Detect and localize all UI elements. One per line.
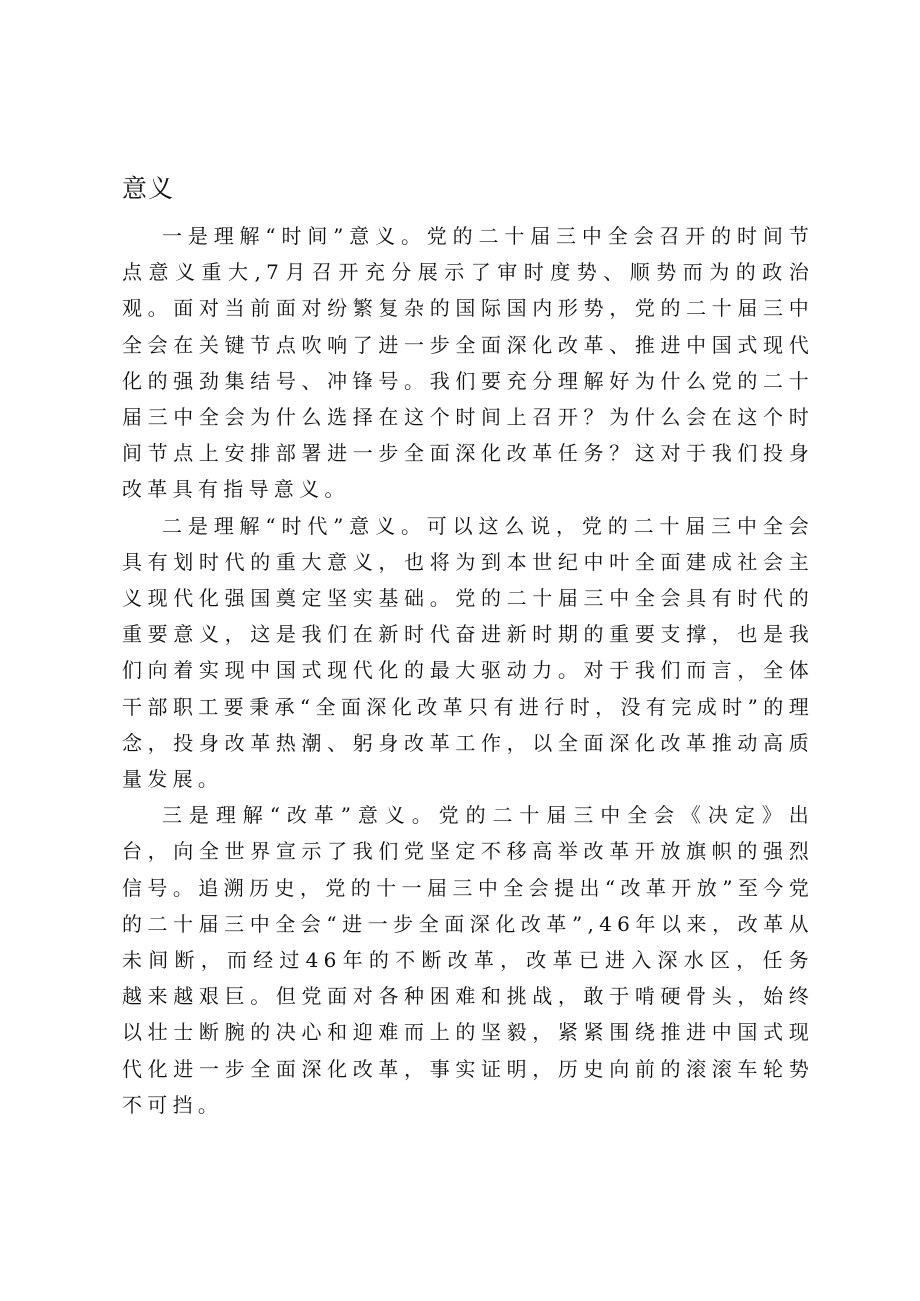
paragraph-time: 一是理解“时间”意义。党的二十届三中全会召开的时间节点意义重大,7月召开充分展示了审时度势、顺势而为的政治观。面对当前面对纷繁复杂的国际国内形势，党的二十届三中全会在关键节点吹响了进一步全面深化改革、推进中国式现代化的强劲集结号、冲锋号。我们要充分理解好为什么党的二十届三中全会为什么选择在这个时间上召开？为什么会在这个时间节点上安排部署进一步全面深化改革任务？这对于我们投身改革具有指导意义。 [122, 224, 814, 502]
paragraph-reform: 三是理解“改革”意义。党的二十届三中全会《决定》出台，向全世界宣示了我们党坚定不移高举改革开放旗帜的强烈信号。追溯历史，党的十一届三中全会提出“改革开放”至今党的二十届三中全会“进一步全面深化改革”,46年以来，改革从未间断，而经过46年的不断改革，改革已进入深水区，任务越来越艰巨。但党面对各种困难和挑战，敢于啃硬骨头，始终以壮士断腕的决心和迎难而上的坚毅，紧紧围绕推进中国式现代化进一步全面深化改革，事实证明，历史向前的滚滚车轮势不可挡。 [122, 803, 814, 1117]
paragraph-era: 二是理解“时代”意义。可以这么说，党的二十届三中全会具有划时代的重大意义，也将为到本世纪中叶全面建成社会主义现代化强国奠定坚实基础。党的二十届三中全会具有时代的重要意义，这是我们在新时代奋进新时期的重要支撑，也是我们向着实现中国式现代化的最大驱动力。对于我们而言，全体干部职工要秉承“全面深化改革只有进行时，没有完成时”的理念，投身改革热潮、躬身改革工作，以全面深化改革推动高质量发展。 [122, 513, 814, 792]
section-heading: 意义 [122, 174, 175, 203]
body-text [122, 218, 814, 1123]
